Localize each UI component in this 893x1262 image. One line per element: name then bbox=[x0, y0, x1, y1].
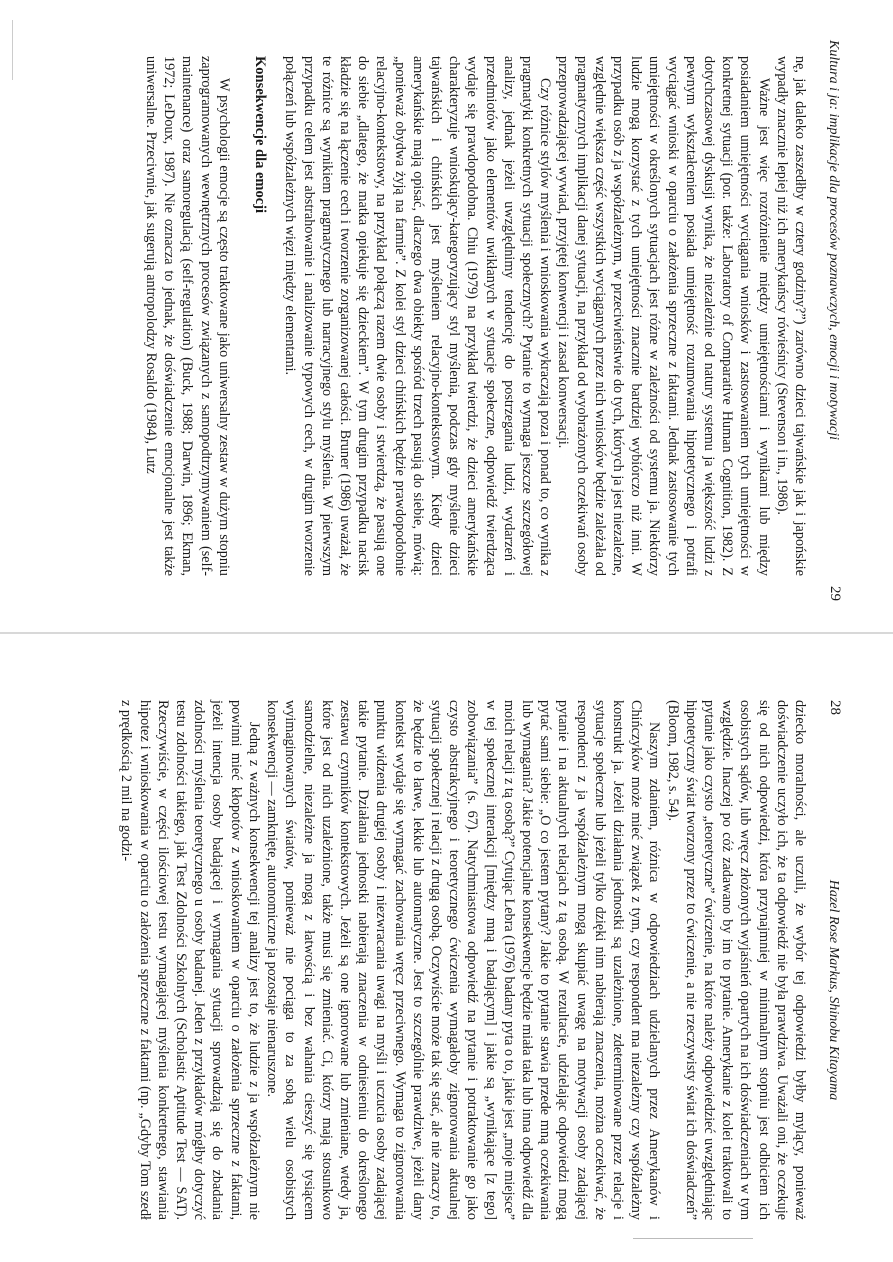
scan-mark bbox=[12, 20, 13, 80]
page-number-left: 28 bbox=[827, 700, 843, 715]
page-number-right: 29 bbox=[827, 586, 843, 601]
paragraph: Naszym zdaniem, różnica w odpowiedziach udzielanych przez Amerykanów i Chińczyków może mieć związek z tym, czy respondent ma niezależny czy współzależny konstrukt ja. Jeżeli działania jednostki są uzależnione, zdeterminowane przez relacje i sytuacje społeczne lub jeżeli tylko dzięki nim nabierają znaczenia, można oczekiwać, że respondenci z ja współzależnym mogą skupiać uwagę na motywacji osoby zadającej pytanie i na aktualnych relacjach z tą osobą. W rezultacie, udzielając odpowiedzi mogą pytać sami siebie: „O co jestem pytany? Jakie to pytanie stawia przede mną oczekiwania lub wymagania? Jakie potencjalne konsekwencje będzie miała taka lub inna odpowiedź dla moich relacji z tą osobą?” Cytując Lebra (1976) badany pyta o to, jakie jest „moje miejsce” w tej społecznej interakcji [między mną i badającym] i jakie są „wynikające [z tego] zobowiązania” (s. 67). Natychmiastowa odpowiedź na pytanie i potraktowanie go jako czysto abstrakcyjnego i teoretycznego ćwiczenia wymagałoby zignorowania aktualnej sytuacji społecznej i relacji z drugą osobą. Oczywiście może tak się stać, ale nie znaczy to, że będzie to łatwe, lekkie lub automatyczne. Jest to szczególnie prawdziwe, jeżeli dany kontekst wydaje się wymagać zachowania wręcz przeciwnego. Wymaga to zignorowania punktu widzenia drugiej osoby i niezwracania uwagi na myśli i uczucia osoby zadającej takie pytanie. Działania jednostki nabierają znaczenia w odniesieniu do określonego zestawu czynników kontekstowych. Jeżeli są one ignorowane lub zmieniane, wtedy ja, które jest od nich uzależnione, także musi się zmieniać. Ci, którzy mają stosunkowo samodzielne, niezależne ja mogą z łatwością i bez wahania cieszyć się tysiącem wyimaginowanych światów, ponieważ nie pociąga to za sobą wielu osobistych konsekwencji — zamknięte, autonomiczne ja pozostaje nienaruszone. bbox=[264, 700, 663, 1221]
page-fold-divider bbox=[0, 632, 893, 634]
running-head-right: Kultura i ja: implikacje dla procesów poznawczych, emocji i motywacji bbox=[826, 40, 841, 440]
section-heading: Konsekwencje dla emocji bbox=[252, 56, 269, 214]
paragraph: Czy różnice stylów myślenia i wnioskowania wykraczają poza i ponad to, co wynika z pragmatyki konkretnych sytuacji społecznych? Pytanie to wymaga jeszcze szczegółowej analizy, jednak jeżeli uwzględnimy tendencję do postrzegania ludzi, wydarzeń i przedmiotów jako elementów uwikłanych w sytuacje społeczne, odpowiedź twierdząca wydaje się prawdopodobna. Chiu (1979) na przykład twierdzi, że dzieci amerykańskie charakteryzuje wnioskujący-kategoryzujący styl myślenia, podczas gdy myślenie dzieci tajwańskich i chińskich jest myśleniem relacyjno-kontekstowym. Kiedy dzieci amerykańskie mają opisać, dlaczego dwa obiekty spośród trzech pasują do siebie, mówią: „ponieważ obydwa żyją na farmie”. Z kolei styl dzieci chińskich będzie prawdopodobnie relacyjno-kontekstowy, na przykład połączą razem dwie osoby i stwierdzą, że pasują one do siebie „dlatego, że matka opiekuje się dzieckiem”. W tym drugim przypadku nacisk kładzie się na łączenie cech i tworzenie zorganizowanej całości. Bruner (1986) uważał, że te różnice są wynikiem pragmatycznego lub narracyjnego stylu myślenia. W pierwszym przypadku celem jest abstrahowanie i analizowanie typowych cech, w drugim tworzenie połączeń lub współzależnych więzi między elementami. bbox=[282, 56, 554, 576]
running-head-left: Hazel Rose Markus, Shinobu Kitayama bbox=[826, 879, 841, 1101]
paragraph: W psychologii emocje są często traktowane jako uniwersalny zestaw w dużym stopniu zaprogramowanych wewnętrznych procesów związanych z samopodtrzymywaniem (self-maintenance) oraz samoregulacją (self-regulation) (Buck, 1988; Darwin, 1896; Ekman, 1972; LeDoux, 1987). Nie oznacza to jednak, że doświadczenie emocjonalne jest także uniwersalne. Przeciwnie, jak sugerują antropolodzy Rosaldo (1984), Lutz bbox=[143, 56, 232, 576]
paragraph: nę, jak daleko zaszedłby w cztery godziny?”) zarówno dzieci tajwańskie jak i japońskie wypadły znacznie lepiej niż ich amerykańscy rówieśnicy (Stevenson i in., 1986). bbox=[773, 56, 808, 576]
scan-mark bbox=[633, 1238, 753, 1239]
left-page bbox=[0, 640, 893, 1262]
right-page-body bbox=[142, 56, 809, 576]
paragraph: Ważne jest więc rozróżnienie między umiejętnościami i wynikami lub między posiadaniem umiejętności wyciągania wniosków i zastosowaniem tych umiejętności w konkretnej sytuacji (por. także: Laboratory of Comparative Human Cognition, 1982). Z dotychczasowej dyskusji wynika, że niezależnie od natury systemu ja większość ludzi z pewnym wykształceniem posiada umiejętność rozumowania hipotetycznego i potrafi wyciągać wnioski w oparciu o założenia sprzeczne z faktami. Jednak zastosowanie tych umiejętności w określonych sytuacjach jest różne w zależności od systemu ja. Niektórzy ludzie mogą korzystać z tych umiejętności znacznie bardziej wybiórczo niż inni. W przypadku osób z ja współzależnym, w przeciwieństwie do tych, których ja jest niezależne, względnie większa część wszystkich wyciąganych przez nich wniosków będzie zależała od pragmatycznych implikacji danej sytuacji, na przykład od wyobrażonych oczekiwań osoby przeprowadzającej wywiad, przyjętej konwencji i zasad konwersacji. bbox=[555, 56, 772, 576]
left-page-body bbox=[117, 700, 809, 1220]
paragraph: dziecko moralności, ale uczuli, że wybór tej odpowiedzi byłby mylący, ponieważ doświadczenie uczyło ich, że ta odpowiedź nie była prawdziwa. Uważali oni, że oczekuje się od nich odpowiedzi, która przynajmniej w minimalnym stopniu jest odbiciem ich osobistych sądów, lub wręcz złożonych wyjaśnień opartych na ich doświadczeniach w tym względzie. Inaczej po cóż zadawano by im to pytanie. Amerykanie z kolei traktowali to pytanie jako czysto „teoretyczne” ćwiczenie, na które należy odpowiedzieć uwzględniając hipotetyczny świat tworzony przez to ćwiczenie, a nie rzeczywisty świat ich doświadczeń” (Bloom, 1982, s. 54). bbox=[664, 700, 808, 1220]
paragraph: Jedną z ważnych konsekwencji tej analizy jest to, że ludzie z ja współzależnym nie powinni mieć kłopotów z wnioskowaniem w oparciu o założenia sprzeczne z faktami, jeżeli intencja osoby badającej i wymagania sytuacji sprowadzają się do zbadania zdolności myślenia teoretycznego u osoby badanej. Jeden z przykładów mógłby dotyczyć testu zdolności takiego, jak Test Zdolności Szkolnych (Scholastic Aptitude Test — SAT). Rzeczywiście, w części ilościowej testu wymagającej myślenia konkretnego, stawiania hipotez i wnioskowania w oparciu o założenia sprzeczne z faktami (np. „Gdyby Tom szedł z prędkością 2 mil na godzi- bbox=[118, 700, 262, 1220]
